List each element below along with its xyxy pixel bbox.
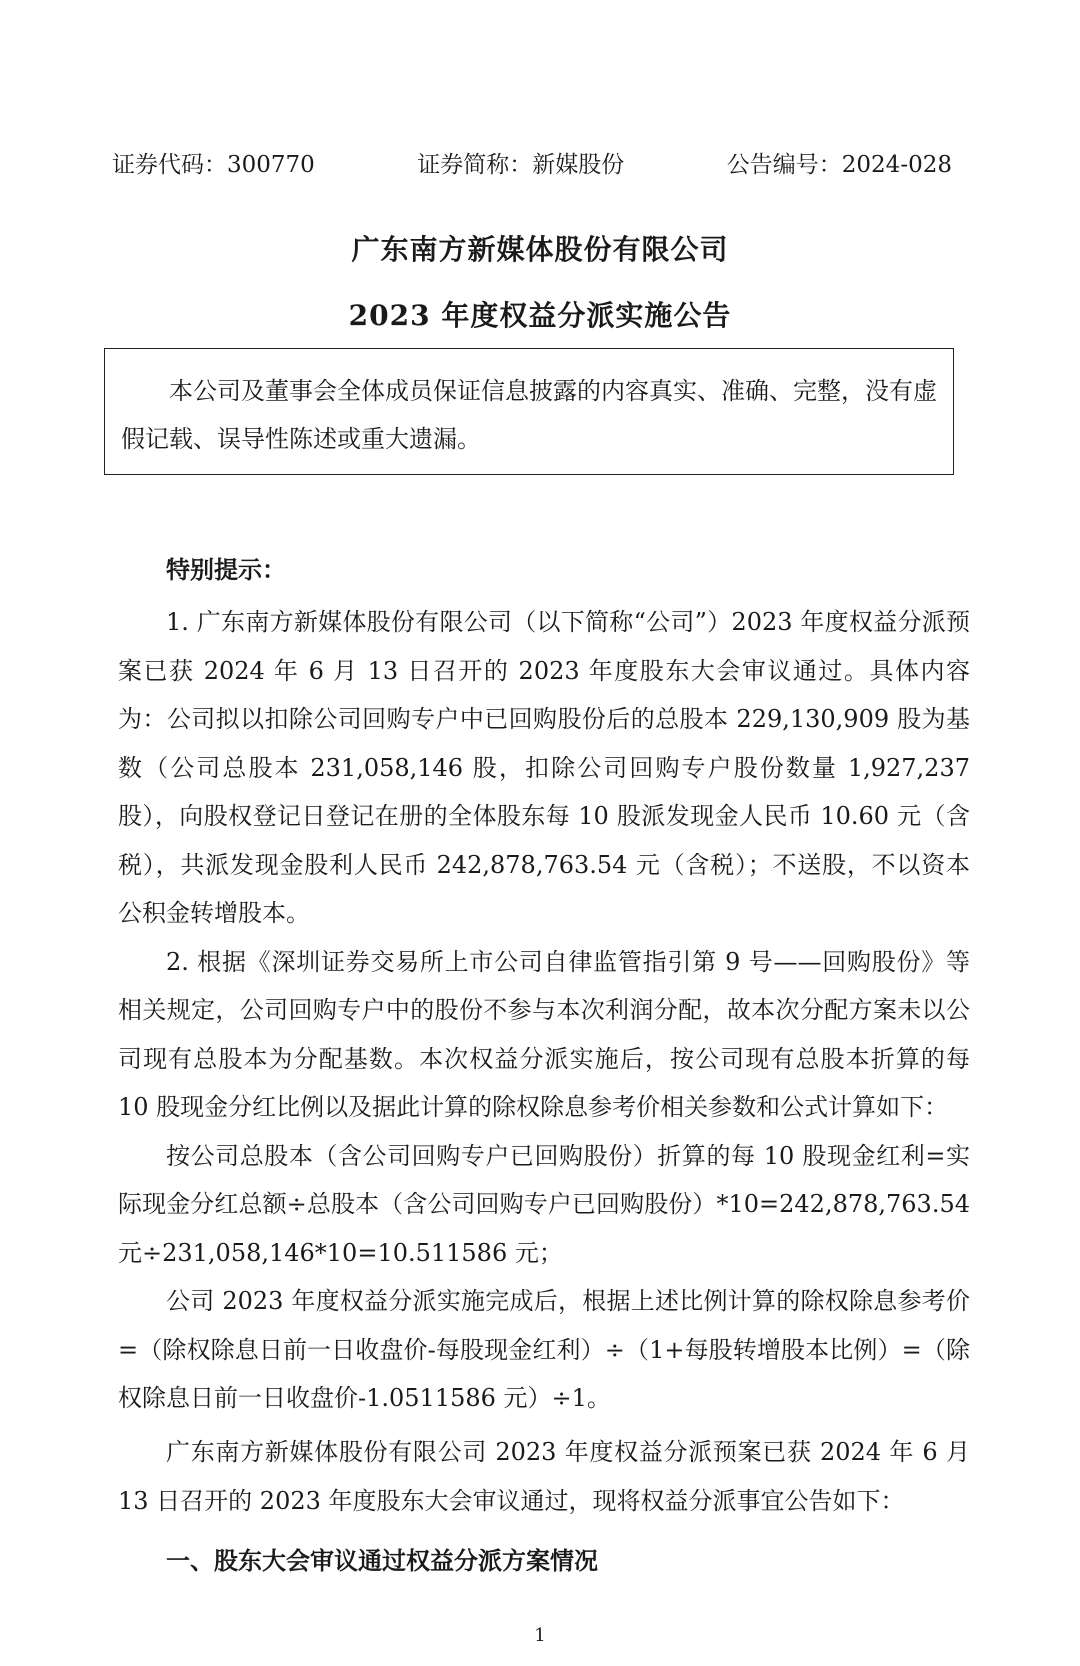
cash-dividend-formula: 按公司总股本（含公司回购专户已回购股份）折算的每 10 股现金红利=实际现金分红总额÷总股本（含公司回购专户已回购股份）*10=242,878,763.54 元÷231,058,146*10=10.511586 元； <box>118 1141 970 1267</box>
intro-paragraph: 广东南方新媒体股份有限公司 2023 年度权益分派预案已获 2024 年 6 月 13 日召开的 2023 年度股东大会审议通过，现将权益分派事宜公告如下： <box>118 1438 970 1515</box>
stock-abbreviation: 证券简称：新媒股份 <box>417 151 625 178</box>
announcement-title: 2023 年度权益分派实施公告 <box>348 299 732 332</box>
disclosure-notice-text: 本公司及董事会全体成员保证信息披露的内容真实、准确、完整，没有虚假记载、误导性陈述或重大遗漏。 <box>121 377 937 453</box>
stock-code: 证券代码：300770 <box>112 151 315 178</box>
ex-rights-reference-price-formula: 公司 2023 年度权益分派实施完成后，根据上述比例计算的除权除息参考价=（除权除息日前一日收盘价-每股现金红利）÷（1+每股转增股本比例）=（除权除息日前一日收盘价-1.0511586 元）÷1。 <box>118 1287 970 1412</box>
announcement-number: 公告编号：2024-028 <box>726 151 952 178</box>
page-number: 1 <box>534 1625 546 1646</box>
section-1-heading: 一、股东大会审议通过权益分派方案情况 <box>166 1546 598 1575</box>
special-notice-item-1: 1. 广东南方新媒体股份有限公司（以下简称“公司”）2023 年度权益分派预案已获 2024 年 6 月 13 日召开的 2023 年度股东大会审议通过。具体内容为：公司拟以扣除公司回购专户中已回购股份后的总股本 229,130,909 股为基数（公司总股本 231,058,146 股，扣除公司回购专户股份数量 1,927,237 股），向股权登记日登记在册的全体股东每 10 股派发现金人民币 10.60 元（含税），共派发现金股利人民币 242,878,763.54 元（含税）；不送股，不以资本公积金转增股本。 <box>118 608 970 927</box>
special-notice-heading: 特别提示： <box>166 555 286 584</box>
intro-body <box>118 1428 970 1525</box>
disclosure-notice-box <box>104 348 954 475</box>
special-notice-body <box>118 598 970 1423</box>
company-name-title: 广东南方新媒体股份有限公司 <box>351 233 729 266</box>
special-notice-item-2: 2. 根据《深圳证券交易所上市公司自律监管指引第 9 号——回购股份》等相关规定，公司回购专户中的股份不参与本次利润分配，故本次分配方案未以公司现有总股本为分配基数。本次权益分派实施后，按公司现有总股本折算的每 10 股现金分红比例以及据此计算的除权除息参考价相关参数和公式计算如下： <box>118 947 970 1121</box>
document-header <box>112 142 952 182</box>
